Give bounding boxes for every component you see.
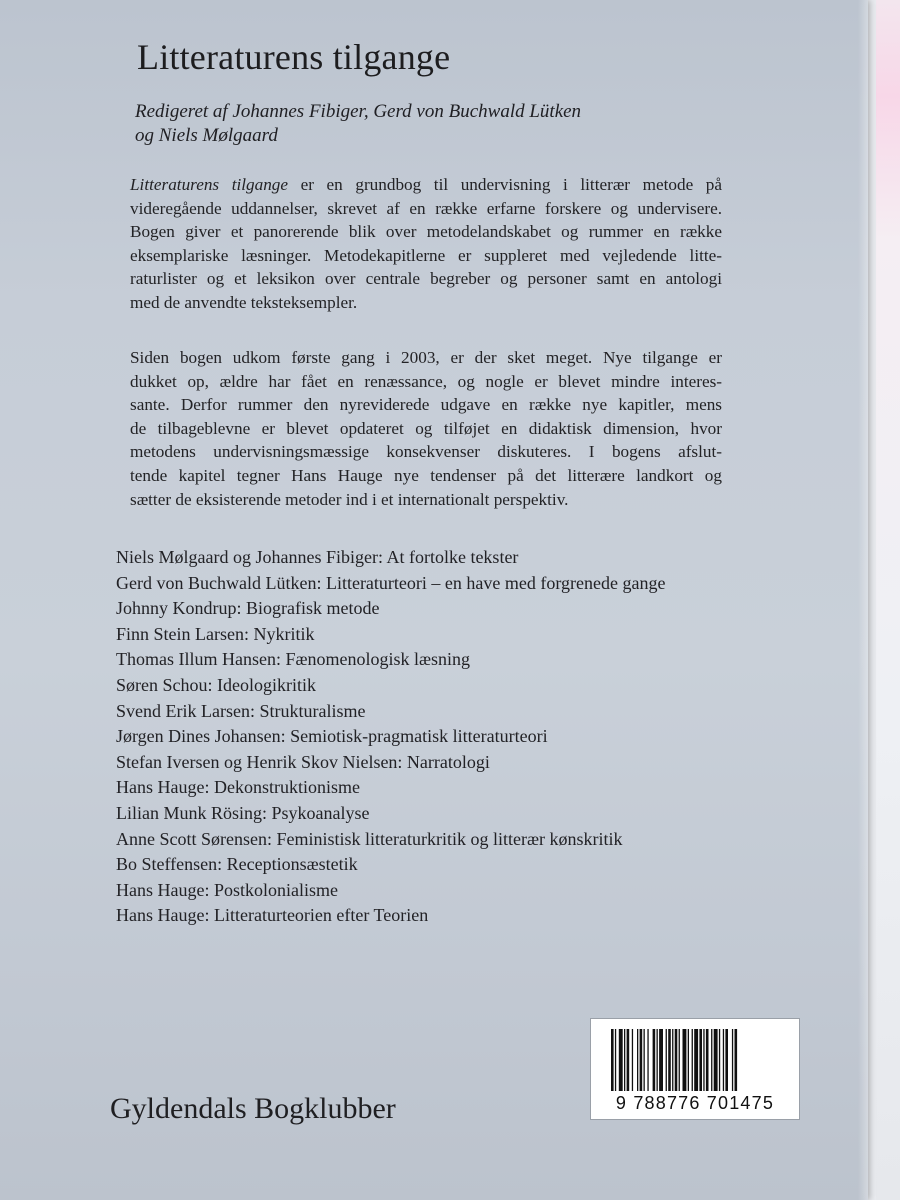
contents-item: Hans Hauge: Dekonstruktionisme	[116, 777, 360, 798]
contents-item: Lilian Munk Rösing: Psykoanalyse	[116, 802, 370, 823]
description-paragraph-1	[130, 173, 722, 315]
barcode-label	[590, 1018, 800, 1120]
background-pink-sheet	[876, 0, 900, 1200]
paragraph-line: de tilbageblevne er blevet opdateret og tilføjet en didaktisk dimension, hvor	[130, 418, 722, 438]
isbn-number: 9 788776 701475	[615, 1093, 775, 1113]
contents-item: Hans Hauge: Postkolonialisme	[116, 879, 338, 900]
contents-item: Finn Stein Larsen: Nykritik	[116, 623, 315, 644]
contents-item: Jørgen Dines Johansen: Semiotisk-pragmatisk litteraturteori	[116, 726, 548, 747]
paragraph-line: raturlister og et leksikon over centrale begreber og personer samt en antologi	[130, 269, 722, 289]
barcode-icon	[611, 1029, 779, 1091]
contents-item: Anne Scott Sørensen: Feministisk litteraturkritik og litterær kønskritik	[116, 828, 623, 849]
description-paragraph-2	[130, 346, 722, 511]
paragraph-line: sætter de eksisterende metoder ind i et internationalt perspektiv.	[130, 489, 569, 509]
editors-line-2: og Niels Mølgaard	[135, 125, 278, 146]
paragraph-line	[130, 173, 722, 197]
paragraph-line: tende kapitel tegner Hans Hauge nye tendenser på det litterære landkort og	[130, 465, 722, 485]
contents-item: Svend Erik Larsen: Strukturalisme	[116, 700, 366, 721]
paragraph-line: sante. Derfor rummer den nyreviderede udgave en række nye kapitler, mens	[130, 395, 722, 415]
paragraph-line: Siden bogen udkom første gang i 2003, er der sket meget. Nye tilgange er	[130, 348, 722, 367]
contents-item: Thomas Illum Hansen: Fænomenologisk læsning	[116, 649, 470, 670]
publisher-name: Gyldendals Bogklubber	[110, 1092, 396, 1125]
paragraph-line: eksemplariske læsninger. Metodekapitlerne er suppleret med vejledende litte-	[130, 245, 722, 265]
editors-line-1: Redigeret af Johannes Fibiger, Gerd von Buchwald Lütken	[135, 101, 582, 122]
contents-item: Johnny Kondrup: Biografisk metode	[116, 598, 380, 619]
contents-item: Bo Steffensen: Receptionsæstetik	[116, 854, 358, 875]
contents-item: Niels Mølgaard og Johannes Fibiger: At fortolke tekster	[116, 547, 519, 567]
contents-item: Søren Schou: Ideologikritik	[116, 674, 316, 695]
paragraph-line: metodens undervisningsmæssige konsekvenser diskuteres. I bogens afslut-	[130, 442, 722, 462]
contents-item: Gerd von Buchwald Lütken: Litteraturteori – en have med forgrenede gange	[116, 572, 666, 593]
paragraph-line: Bogen giver et panorerende blik over metodelandskabet og rummer en række	[130, 222, 722, 242]
paragraph-line: dukket op, ældre har fået en renæssance, og nogle er blevet mindre interes-	[130, 371, 722, 391]
book-title: Litteraturens tilgange	[137, 37, 451, 77]
contents-item: Stefan Iversen og Henrik Skov Nielsen: Narratologi	[116, 751, 490, 772]
paragraph-line: videregående uddannelser, skrevet af en række erfarne forskere og undervisere.	[130, 198, 722, 218]
contents-item: Hans Hauge: Litteraturteorien efter Teorien	[116, 905, 429, 926]
editors-credit	[135, 100, 695, 148]
book-title-italic: Litteraturens tilgange	[130, 175, 289, 194]
paragraph-line: med de anvendte teksteksempler.	[130, 292, 358, 312]
paragraph-line-text: er en grundbog til undervisning i litterær metode på	[288, 175, 722, 194]
contents-list	[116, 545, 736, 929]
